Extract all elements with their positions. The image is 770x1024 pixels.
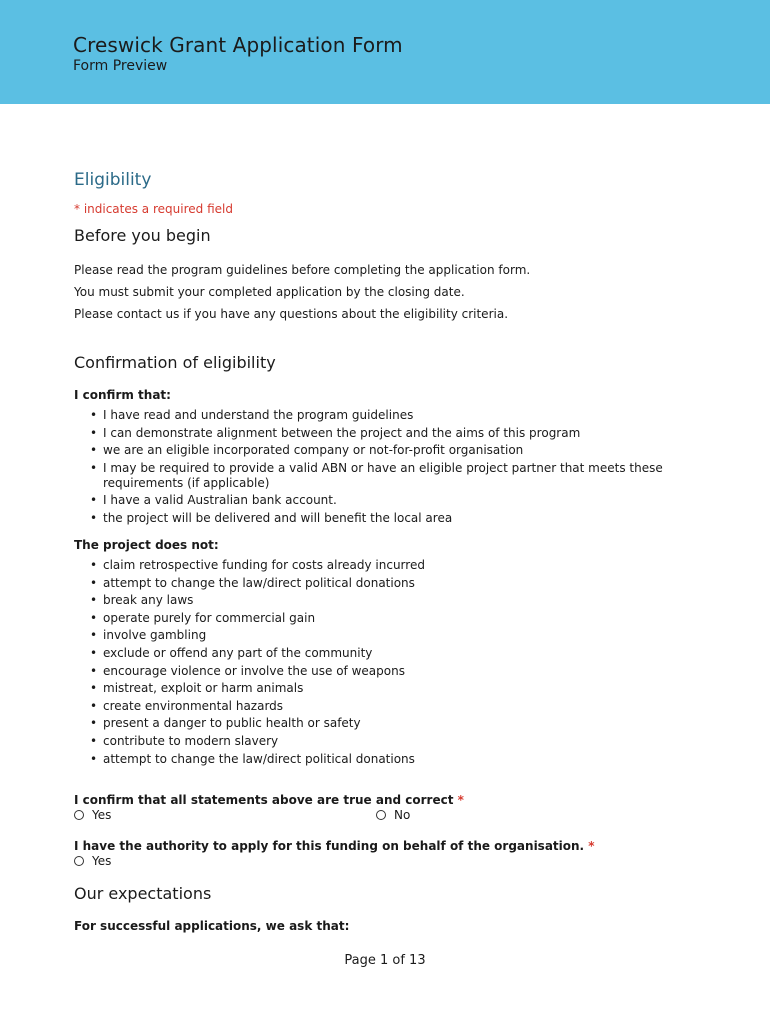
expectations-label: For successful applications, we ask that:	[74, 918, 350, 933]
confirm-list	[74, 408, 714, 526]
bullet-icon: •	[90, 733, 98, 748]
bullet-icon: •	[90, 575, 98, 590]
list-item: • create environmental hazards	[90, 698, 284, 713]
list-item: • I can demonstrate alignment between the project and the aims of this program	[90, 425, 581, 440]
form-content	[74, 170, 714, 939]
bullet-icon: •	[90, 716, 98, 731]
list-item: • we are an eligible incorporated company or not-for-profit organisation	[90, 443, 524, 458]
bullet-icon: •	[90, 681, 98, 696]
intro-paragraph: Please read the program guidelines before completing the application form.	[74, 263, 531, 277]
radio-group-true-correct	[74, 808, 714, 824]
bullet-icon: •	[90, 493, 98, 508]
form-header	[0, 0, 770, 104]
list-item: • break any laws	[90, 593, 194, 608]
bullet-icon: •	[90, 698, 98, 713]
project-does-not-label: The project does not:	[74, 537, 219, 552]
question-true-correct: I confirm that all statements above are true and correct *	[74, 792, 464, 807]
radio-circle-icon[interactable]	[376, 810, 386, 820]
list-item: • encourage violence or involve the use of weapons	[90, 663, 405, 678]
required-star: *	[457, 792, 464, 807]
radio-yes-true-correct[interactable]: Yes	[74, 808, 111, 822]
list-item: • attempt to change the law/direct political donations	[90, 575, 415, 590]
bullet-icon: •	[90, 425, 98, 440]
page-number: Page 1 of 13	[344, 953, 426, 968]
bullet-icon: •	[90, 628, 98, 643]
radio-circle-icon[interactable]	[74, 810, 84, 820]
list-item: • I may be required to provide a valid ABN or have an eligible project partner that meets these requirements (if applicable)	[90, 460, 663, 490]
bullet-icon: •	[90, 408, 98, 422]
bullet-icon: •	[90, 557, 98, 572]
exclusions-list	[74, 558, 714, 767]
list-item: • present a danger to public health or safety	[90, 716, 361, 731]
radio-circle-icon[interactable]	[74, 856, 84, 866]
confirm-label: I confirm that:	[74, 388, 171, 402]
form-title: Creswick Grant Application Form	[73, 33, 403, 57]
bullet-icon: •	[90, 751, 98, 766]
list-item: • I have a valid Australian bank account.	[90, 493, 337, 508]
form-subtitle: Form Preview	[73, 58, 168, 74]
radio-no-true-correct[interactable]: No	[376, 808, 410, 822]
list-item: • I have read and understand the program guidelines	[90, 408, 414, 422]
section-title-eligibility: Eligibility	[74, 170, 152, 190]
required-field-note: * indicates a required field	[74, 202, 233, 216]
bullet-icon: •	[90, 610, 98, 625]
expectations-heading: Our expectations	[74, 883, 212, 903]
list-item: • the project will be delivered and will benefit the local area	[90, 510, 453, 525]
bullet-icon: •	[90, 645, 98, 660]
required-star: *	[588, 838, 595, 853]
list-item: • mistreat, exploit or harm animals	[90, 681, 304, 696]
question-authority: I have the authority to apply for this funding on behalf of the organisation. *	[74, 838, 595, 853]
bullet-icon: •	[90, 663, 98, 678]
list-item: • contribute to modern slavery	[90, 733, 279, 748]
bullet-icon: •	[90, 593, 98, 608]
radio-group-authority	[74, 854, 714, 870]
intro-paragraph: Please contact us if you have any questions about the eligibility criteria.	[74, 307, 509, 321]
list-item: • involve gambling	[90, 628, 207, 643]
before-you-begin-heading: Before you begin	[74, 226, 211, 245]
bullet-icon: •	[90, 510, 98, 525]
bullet-icon: •	[90, 460, 98, 475]
intro-paragraph: You must submit your completed application by the closing date.	[74, 285, 465, 299]
list-item: • claim retrospective funding for costs already incurred	[90, 557, 425, 572]
list-item: • exclude or offend any part of the community	[90, 645, 373, 660]
list-item: • operate purely for commercial gain	[90, 610, 316, 625]
confirmation-heading: Confirmation of eligibility	[74, 353, 276, 372]
list-item: • attempt to change the law/direct political donations	[90, 751, 415, 766]
radio-yes-authority[interactable]: Yes	[74, 854, 111, 868]
bullet-icon: •	[90, 443, 98, 458]
